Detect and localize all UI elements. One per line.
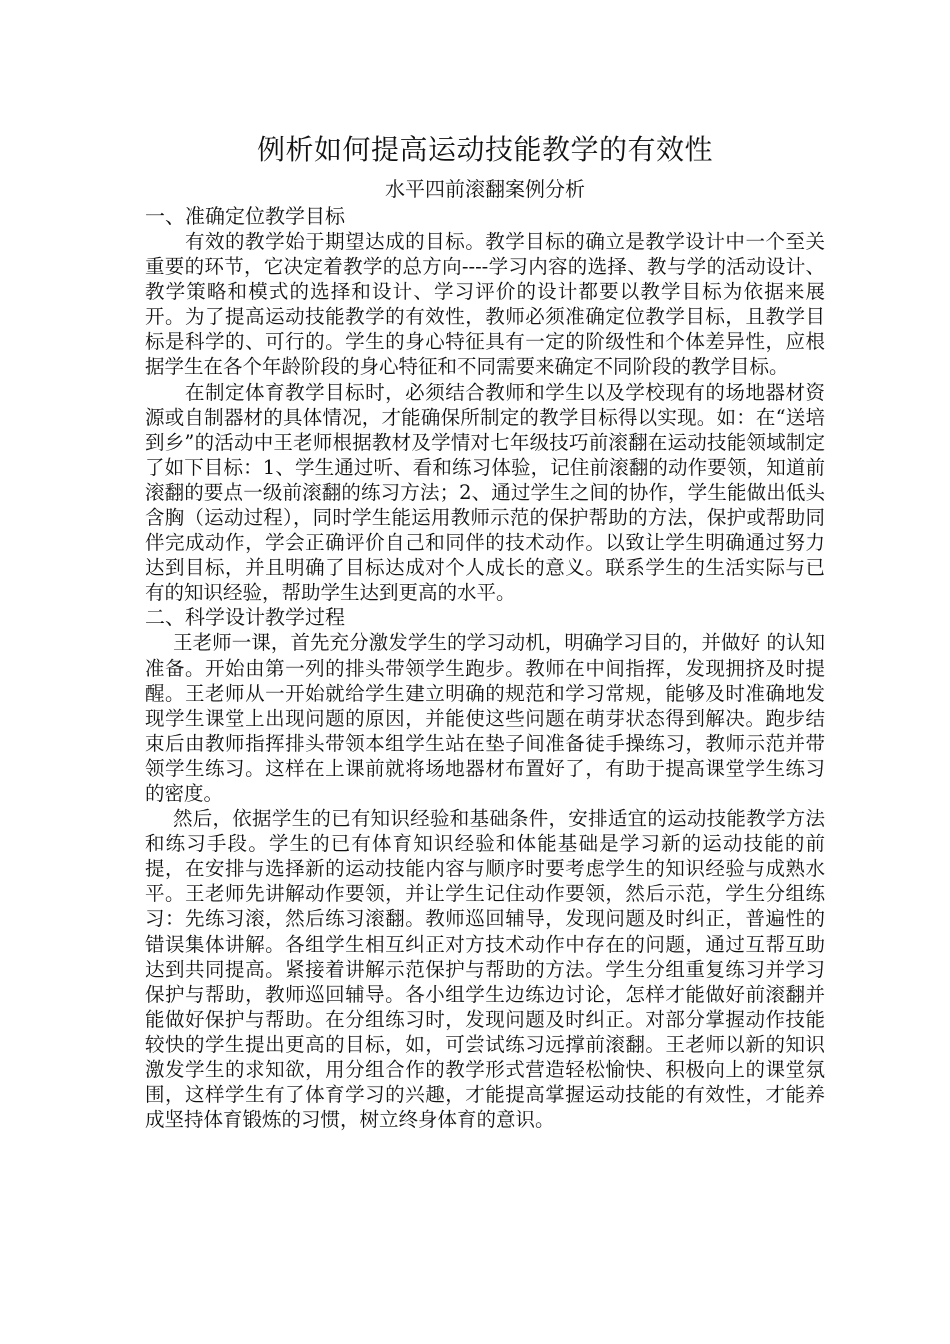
section-heading-2: 二、科学设计教学过程 <box>145 605 345 630</box>
section-2-paragraph-2: 然后，依据学生的已有知识经验和基础条件，安排适宜的运动技能教学方法和练习手段。学生的已有体育知识经验和体能基础是学习新的运动技能的前提，在安排与选择新的运动技能内容与顺序时要考虑学生的知识经验与成熟水平。王老师先讲解动作要领，并让学生记住动作要领，然后示范，学生分组练习：先练习滚，然后练习滚翻。教师巡回辅导，发现问题及时纠正，普遍性的错误集体讲解。各组学生相互纠正对方技术动作中存在的问题，通过互帮互助达到共同提高。紧接着讲解示范保护与帮助的方法。学生分组重复练习并学习保护与帮助，教师巡回辅导。各小组学生边练边讨论，怎样才能做好前滚翻并能做好保护与帮助。在分组练习时，发现问题及时纠正。对部分掌握动作技能较快的学生提出更高的目标，如，可尝试练习远撑前滚翻。王老师以新的知识激发学生的求知欲，用分组合作的教学形式营造轻松愉快、积极向上的课堂氛围，这样学生有了体育学习的兴趣，才能提高掌握运动技能的有效性，才能养成坚持体育锻炼的习惯，树立终身体育的意识。 <box>145 807 825 1132</box>
document-title: 例析如何提高运动技能教学的有效性 <box>256 133 713 166</box>
document-page <box>145 128 825 1132</box>
section-heading-1: 一、准确定位教学目标 <box>145 204 345 228</box>
document-subtitle: 水平四前滚翻案例分析 <box>385 177 585 201</box>
section-1-paragraph-2: 在制定体育教学目标时，必须结合教师和学生以及学校现有的场地器材资源或自制器材的具体情况，才能确保所制定的教学目标得以实现。如：在“送培到乡”的活动中王老师根据教材及学情对七年级技巧前滚翻在运动技能领域制定了如下目标：1、学生通过听、看和练习体验，记住前滚翻的动作要领，知道前滚翻的要点一级前滚翻的练习方法；2、通过学生之间的协作，学生能做出低头含胸（运动过程），同时学生能运用教师示范的保护帮助的方法，保护或帮助同伴完成动作，学会正确评价自己和同伴的技术动作。以致让学生明确通过努力达到目标，并且明确了目标达成对个人成长的意义。联系学生的生活实际与已有的知识经验，帮助学生达到更高的水平。 <box>145 380 825 605</box>
section-1-paragraph-1: 有效的教学始于期望达成的目标。教学目标的确立是教学设计中一个至关重要的环节，它决定着教学的总方向----学习内容的选择、教与学的活动设计、教学策略和模式的选择和设计、学习评价的设计都要以教学目标为依据来展开。为了提高运动技能教学的有效性，教师必须准确定位教学目标，且教学目标是科学的、可行的。学生的身心特征具有一定的阶级性和个体差异性，应根据学生在各个年龄阶段的身心特征和不同需要来确定不同阶段的教学目标。 <box>145 230 825 379</box>
section-2-paragraph-1: 王老师一课，首先充分激发学生的学习动机，明确学习目的，并做好 的认知准备。开始由第一列的排头带领学生跑步。教师在中间指挥，发现拥挤及时提醒。王老师从一开始就给学生建立明确的规范和学习常规，能够及时准确地发现学生课堂上出现问题的原因，并能使这些问题在萌芽状态得到解决。跑步结束后由教师指挥排头带领本组学生站在垫子间准备徒手操练习，教师示范并带领学生练习。这样在上课前就将场地器材布置好了，有助于提高课堂学生练习的密度。 <box>145 631 825 805</box>
